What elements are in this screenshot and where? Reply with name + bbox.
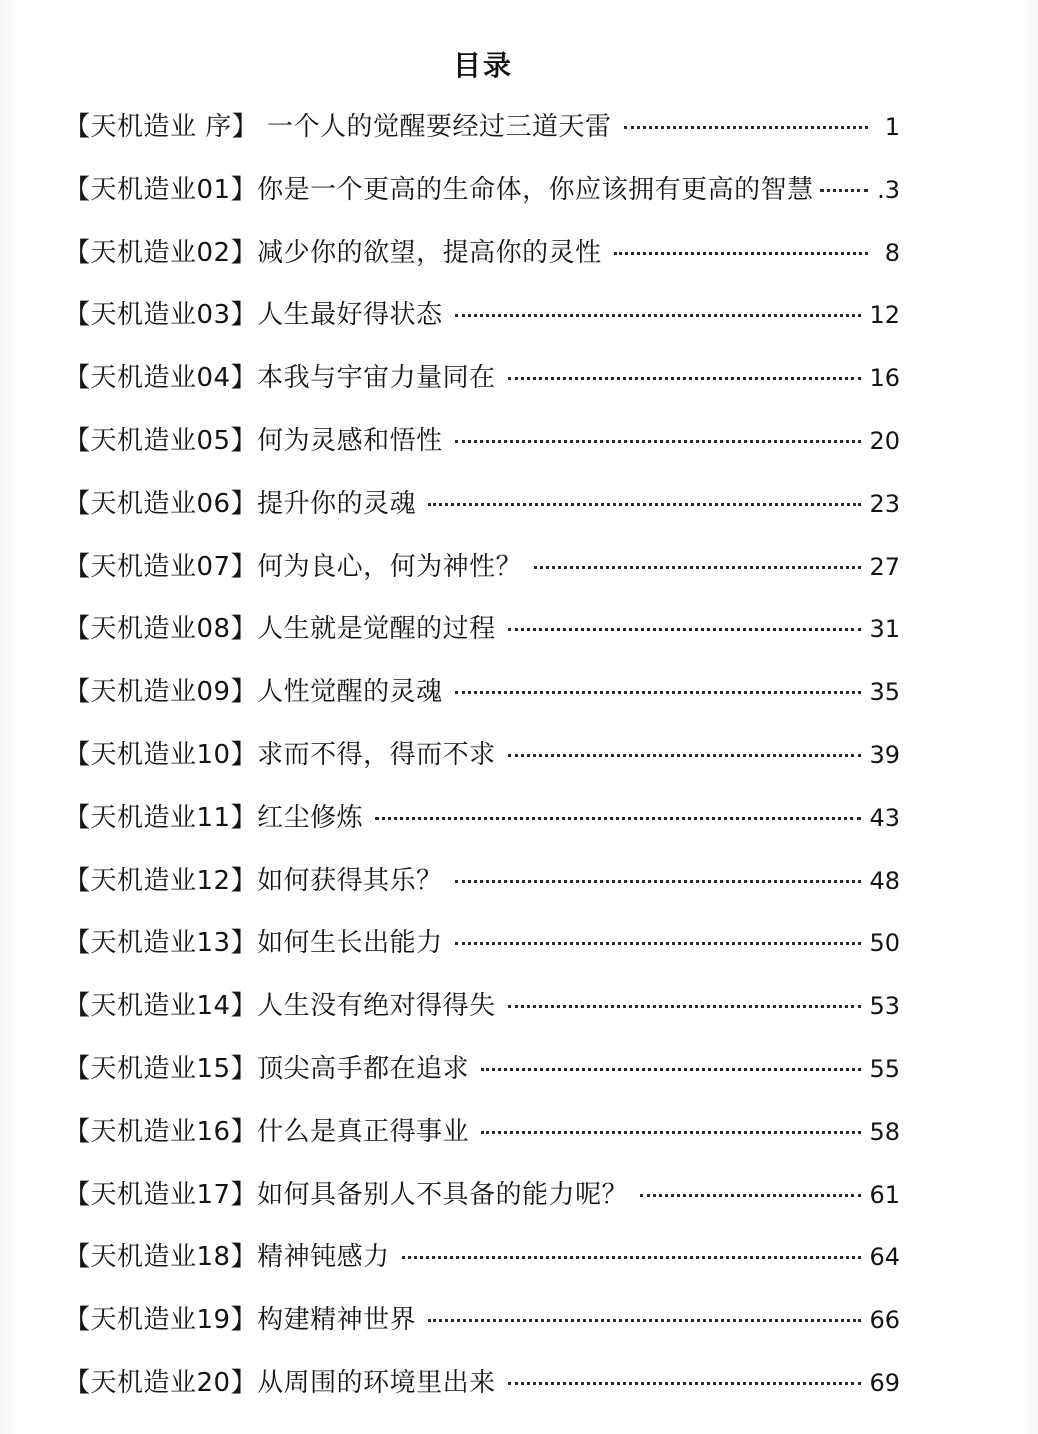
dot-leader [455,880,862,883]
toc-page-number: 31 [869,615,900,644]
dot-leader [402,1256,862,1259]
toc-page-number: 27 [869,552,900,581]
toc-entry[interactable] [64,850,900,913]
toc-entry[interactable] [64,1352,900,1415]
toc-entry[interactable] [64,975,900,1038]
dot-leader [481,1131,861,1134]
toc-page-number: 16 [869,364,900,393]
dot-leader [455,691,862,694]
toc-entry-label: 【天机造业15】顶尖高手都在追求 [64,1053,470,1084]
toc-page-number: 1 [884,113,900,141]
dot-leader [508,1382,862,1385]
toc-entry[interactable] [64,96,900,159]
toc-entry[interactable] [64,1226,900,1289]
toc-page-number: 58 [869,1117,900,1146]
toc-page-number: 48 [869,866,900,895]
toc-entry[interactable] [64,473,900,536]
dot-leader [534,566,861,569]
toc-entry-label: 【天机造业17】如何具备别人不具备的能力呢？ [64,1179,629,1210]
toc-entry[interactable] [64,912,900,975]
toc-page-number: .3 [877,175,900,204]
toc-entry[interactable] [64,222,900,285]
toc-page-number: 53 [869,992,900,1021]
toc-entry[interactable] [64,284,900,347]
dot-leader [640,1194,861,1197]
dot-leader [455,440,862,443]
toc-page-number: 64 [869,1243,900,1272]
toc-entry[interactable] [64,1101,900,1164]
dot-leader [508,754,862,757]
toc-entry-label: 【天机造业10】求而不得，得而不求 [64,739,496,770]
toc-entry[interactable] [64,598,900,661]
toc-entry-label: 【天机造业02】减少你的欲望，提高你的灵性 [64,237,602,268]
dot-leader [820,189,868,192]
toc-entry[interactable] [64,347,900,410]
toc-entry-label: 【天机造业09】人性觉醒的灵魂 [64,677,443,708]
toc-entry[interactable] [64,724,900,787]
toc-page-number: 43 [869,803,900,832]
dot-leader [481,1068,861,1071]
dot-leader [508,628,862,631]
toc-entry[interactable] [64,536,900,599]
dot-leader [455,942,862,945]
dot-leader [508,377,862,380]
dot-leader [375,817,861,820]
toc-entry[interactable] [64,410,900,473]
toc-entry-label: 【天机造业01】你是一个更高的生命体，你应该拥有更高的智慧 [64,174,814,205]
dot-leader [455,314,862,317]
dot-leader [508,1005,862,1008]
toc-entry-label: 【天机造业14】人生没有绝对得得失 [64,991,496,1022]
toc-entry-label: 【天机造业03】人生最好得状态 [64,300,443,331]
toc-page-number: 39 [869,740,900,769]
toc-page-number: 66 [869,1306,900,1335]
dot-leader [428,1319,861,1322]
toc-entry-label: 【天机造业13】如何生长出能力 [64,928,443,959]
toc-entry[interactable] [64,787,900,850]
toc-page-number: 8 [884,238,900,267]
toc-entry[interactable] [64,661,900,724]
toc-page-number: 12 [869,301,900,330]
toc-entry-label: 【天机造业11】红尘修炼 [64,802,364,833]
toc-entry-label: 【天机造业18】精神钝感力 [64,1242,390,1273]
toc-entry-label: 【天机造业07】何为良心，何为神性？ [64,551,523,582]
toc-entry-label: 【天机造业12】如何获得其乐？ [64,865,443,896]
toc-page-number: 55 [869,1054,900,1083]
dot-leader [624,126,868,129]
dot-leader [614,252,868,255]
toc-entry[interactable] [64,159,900,222]
toc-entry-label: 【天机造业08】人生就是觉醒的过程 [64,614,496,645]
toc-entry[interactable] [64,1164,900,1227]
toc-page-number: 35 [869,678,900,707]
toc-entry-label: 【天机造业05】何为灵感和悟性 [64,425,443,456]
table-of-contents [64,96,900,1415]
toc-entry-label: 【天机造业20】从周围的环境里出来 [64,1367,496,1398]
page-title: 目录 [452,49,513,82]
toc-page-number: 23 [869,489,900,518]
dot-leader [428,503,861,506]
toc-page-number: 61 [869,1180,900,1209]
toc-entry[interactable] [64,1038,900,1101]
toc-entry-label: 【天机造业 序】 一个人的觉醒要经过三道天雷 [64,112,612,142]
toc-entry-label: 【天机造业06】提升你的灵魂 [64,488,417,519]
toc-page-number: 20 [869,426,900,455]
toc-entry-label: 【天机造业04】本我与宇宙力量同在 [64,363,496,394]
toc-entry-label: 【天机造业19】构建精神世界 [64,1305,417,1336]
toc-page-number: 69 [869,1368,900,1397]
toc-entry-label: 【天机造业16】什么是真正得事业 [64,1116,470,1147]
toc-entry[interactable] [64,1289,900,1352]
toc-page-number: 50 [869,929,900,958]
